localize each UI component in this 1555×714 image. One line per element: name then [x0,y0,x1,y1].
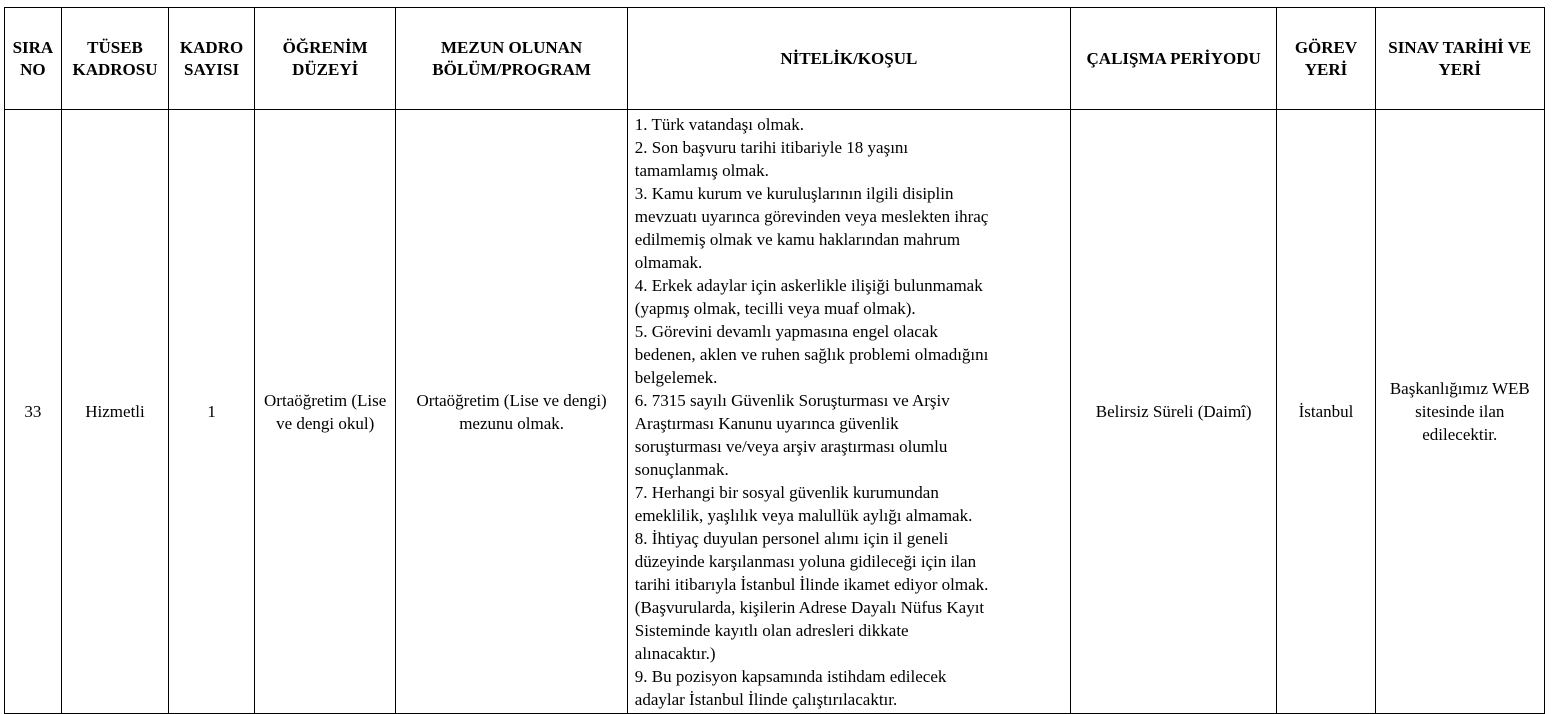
header-mezun-bolum: MEZUN OLUNAN BÖLÜM/PROGRAM [396,8,627,110]
nitelik-line: 6. 7315 sayılı Güvenlik Soruşturması ve Arşiv [634,391,950,410]
cell-ogrenim-duzeyi: Ortaöğretim (Lise ve dengi okul) [254,110,396,714]
job-posting-table [4,7,1545,714]
nitelik-line: tarihi itibarıyla İstanbul İlinde ikamet ediyor olmak. [634,575,989,594]
header-nitelik-kosul: NİTELİK/KOŞUL [627,8,1070,110]
nitelik-line: 1. Türk vatandaşı olmak. [634,115,804,134]
header-row [5,8,1545,110]
header-sira-no: SIRA NO [5,8,62,110]
nitelik-line: 8. İhtiyaç duyulan personel alımı için il geneli [634,529,949,548]
nitelik-line: alınacaktır.) [634,644,716,663]
nitelik-line: adaylar İstanbul İlinde çalıştırılacaktır. [634,690,898,709]
nitelik-line: 2. Son başvuru tarihi itibariyle 18 yaşını [634,138,909,157]
nitelik-line: bedenen, aklen ve ruhen sağlık problemi olmadığını [634,345,989,364]
nitelik-line: (Başvurularda, kişilerin Adrese Dayalı Nüfus Kayıt [634,598,985,617]
cell-mezun-bolum: Ortaöğretim (Lise ve dengi) mezunu olmak. [396,110,627,714]
nitelik-line: Sisteminde kayıtlı olan adresleri dikkate [634,621,909,640]
header-gorev-yeri: GÖREV YERİ [1277,8,1375,110]
table-row [5,110,1545,714]
cell-gorev-yeri: İstanbul [1277,110,1375,714]
nitelik-line: emeklilik, yaşlılık veya malullük aylığı almamak. [634,506,973,525]
cell-tuseb-kadrosu: Hizmetli [61,110,168,714]
nitelik-line: soruşturması ve/veya arşiv araştırması olumlu [634,437,948,456]
header-sinav-tarihi: SINAV TARİHİ VE YERİ [1375,8,1544,110]
nitelik-line: Araştırması Kanunu uyarınca güvenlik [634,414,899,433]
cell-sinav-tarihi: Başkanlığımız WEB sitesinde ilan edilecektir. [1375,110,1544,714]
nitelik-line: 7. Herhangi bir sosyal güvenlik kurumundan [634,483,939,502]
nitelik-line: düzeyinde karşılanması yoluna gidileceği için ilan [634,552,977,571]
nitelik-line: edilmemiş olmak ve kamu haklarından mahrum [634,230,961,249]
nitelik-line: olmamak. [634,253,703,272]
cell-calisma-periyodu: Belirsiz Süreli (Daimî) [1070,110,1277,714]
nitelik-line: mevzuatı uyarınca görevinden veya meslekten ihraç [634,207,989,226]
header-kadro-sayisi: KADRO SAYISI [169,8,255,110]
header-calisma-periyodu: ÇALIŞMA PERİYODU [1070,8,1277,110]
header-ogrenim-duzeyi: ÖĞRENİM DÜZEYİ [254,8,396,110]
nitelik-line: 9. Bu pozisyon kapsamında istihdam edilecek [634,667,947,686]
header-tuseb-kadrosu: TÜSEB KADROSU [61,8,168,110]
nitelik-line: belgelemek. [634,368,718,387]
nitelik-line: (yapmış olmak, tecilli veya muaf olmak). [634,299,916,318]
nitelik-line: sonuçlanmak. [634,460,729,479]
nitelik-line: tamamlamış olmak. [634,161,769,180]
nitelik-line: 4. Erkek adaylar için askerlikle ilişiği bulunmamak [634,276,983,295]
nitelik-line: 5. Görevini devamlı yapmasına engel olacak [634,322,938,341]
cell-nitelik-kosul [627,110,1070,714]
cell-sira-no: 33 [5,110,62,714]
nitelik-line: 3. Kamu kurum ve kuruluşlarının ilgili disiplin [634,184,954,203]
cell-kadro-sayisi: 1 [169,110,255,714]
